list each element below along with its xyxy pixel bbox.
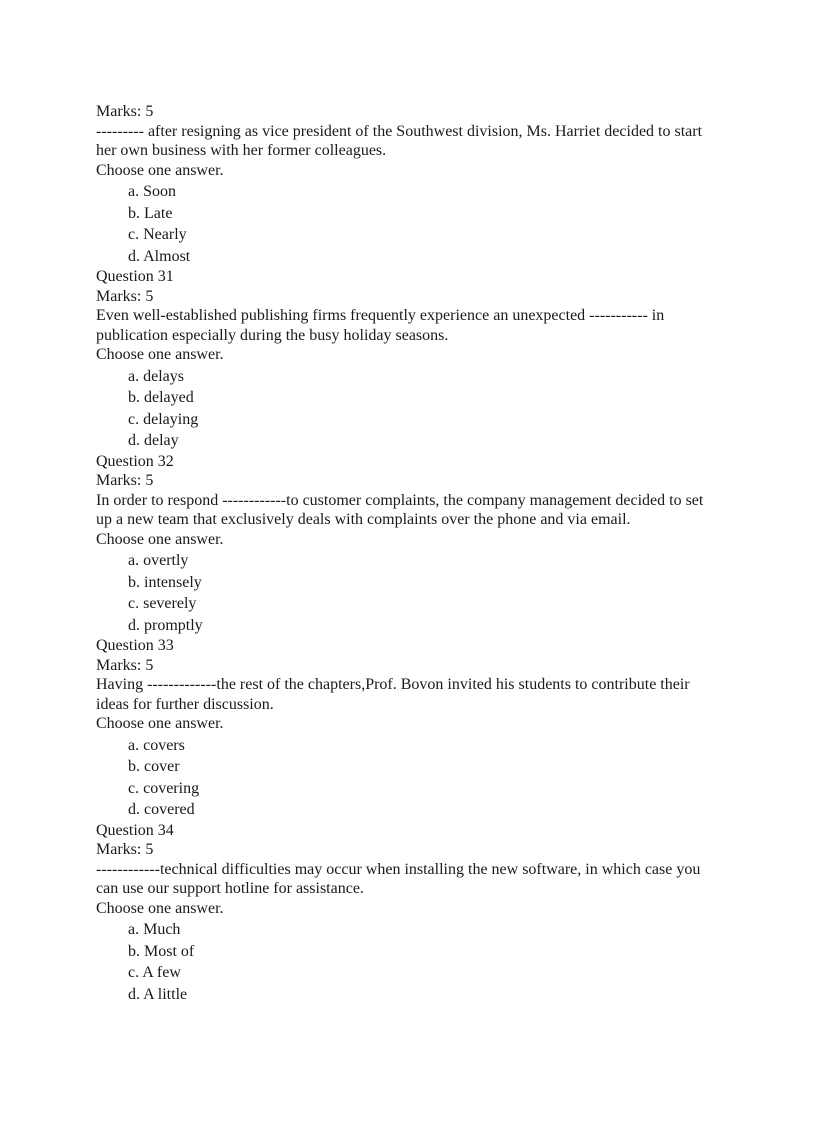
answer-option: d. delay xyxy=(128,432,179,449)
answer-options xyxy=(96,735,716,821)
answer-option: b. delayed xyxy=(128,389,194,406)
answer-option: a. delays xyxy=(128,367,184,385)
question-block xyxy=(96,821,716,1006)
answer-options xyxy=(96,181,716,267)
question-text: --------- after resigning as vice president of the Southwest division, Ms. Harriet decided to start her own business with her former colleagues. xyxy=(96,122,703,159)
answer-option: c. severely xyxy=(128,595,197,612)
answer-option: d. covered xyxy=(128,801,195,818)
answer-option: b. Most of xyxy=(128,942,195,960)
document-page xyxy=(96,102,716,1005)
answer-option: b. intensely xyxy=(128,573,202,591)
question-text: In order to respond ------------to customer complaints, the company management decided to set up a new team that exclusively deals with complaints over the phone and via email. xyxy=(96,491,704,528)
question-text: Having -------------the rest of the chapters,Prof. Bovon invited his students to contribute their ideas for further discussion. xyxy=(96,676,690,713)
answer-options xyxy=(96,550,716,636)
answer-option: c. delaying xyxy=(128,410,199,428)
question-instruction: Choose one answer. xyxy=(96,346,224,363)
answer-option: d. Almost xyxy=(128,247,191,265)
answer-option: a. overtly xyxy=(128,552,189,569)
question-instruction: Choose one answer. xyxy=(96,715,224,732)
question-block xyxy=(96,102,716,267)
question-block xyxy=(96,267,716,452)
question-marks: Marks: 5 xyxy=(96,287,154,305)
question-block xyxy=(96,452,716,637)
answer-option: a. covers xyxy=(128,736,185,754)
answer-option: b. cover xyxy=(128,758,180,775)
answer-options xyxy=(96,366,716,452)
question-marks: Marks: 5 xyxy=(96,841,154,858)
question-instruction: Choose one answer. xyxy=(96,899,224,917)
answer-option: a. Much xyxy=(128,921,181,938)
question-marks: Marks: 5 xyxy=(96,656,154,674)
question-text: Even well-established publishing firms frequently experience an unexpected ----------- in publication especially during the busy holiday seasons. xyxy=(96,307,665,344)
question-marks: Marks: 5 xyxy=(96,103,154,120)
answer-option: d. promptly xyxy=(128,616,203,634)
question-title: Question 33 xyxy=(96,637,174,654)
answer-option: c. A few xyxy=(128,964,181,981)
answer-option: c. covering xyxy=(128,779,200,797)
question-text: ------------technical difficulties may occur when installing the new software, in which case you can use our support hotline for assistance. xyxy=(96,860,701,897)
question-block xyxy=(96,636,716,821)
question-marks: Marks: 5 xyxy=(96,472,154,489)
question-title: Question 34 xyxy=(96,821,174,839)
answer-options xyxy=(96,919,716,1005)
question-title: Question 31 xyxy=(96,268,174,285)
question-title: Question 32 xyxy=(96,452,174,470)
question-instruction: Choose one answer. xyxy=(96,161,224,179)
question-instruction: Choose one answer. xyxy=(96,530,224,548)
answer-option: c. Nearly xyxy=(128,226,187,243)
answer-option: d. A little xyxy=(128,985,188,1003)
answer-option: a. Soon xyxy=(128,183,176,200)
answer-option: b. Late xyxy=(128,204,173,222)
